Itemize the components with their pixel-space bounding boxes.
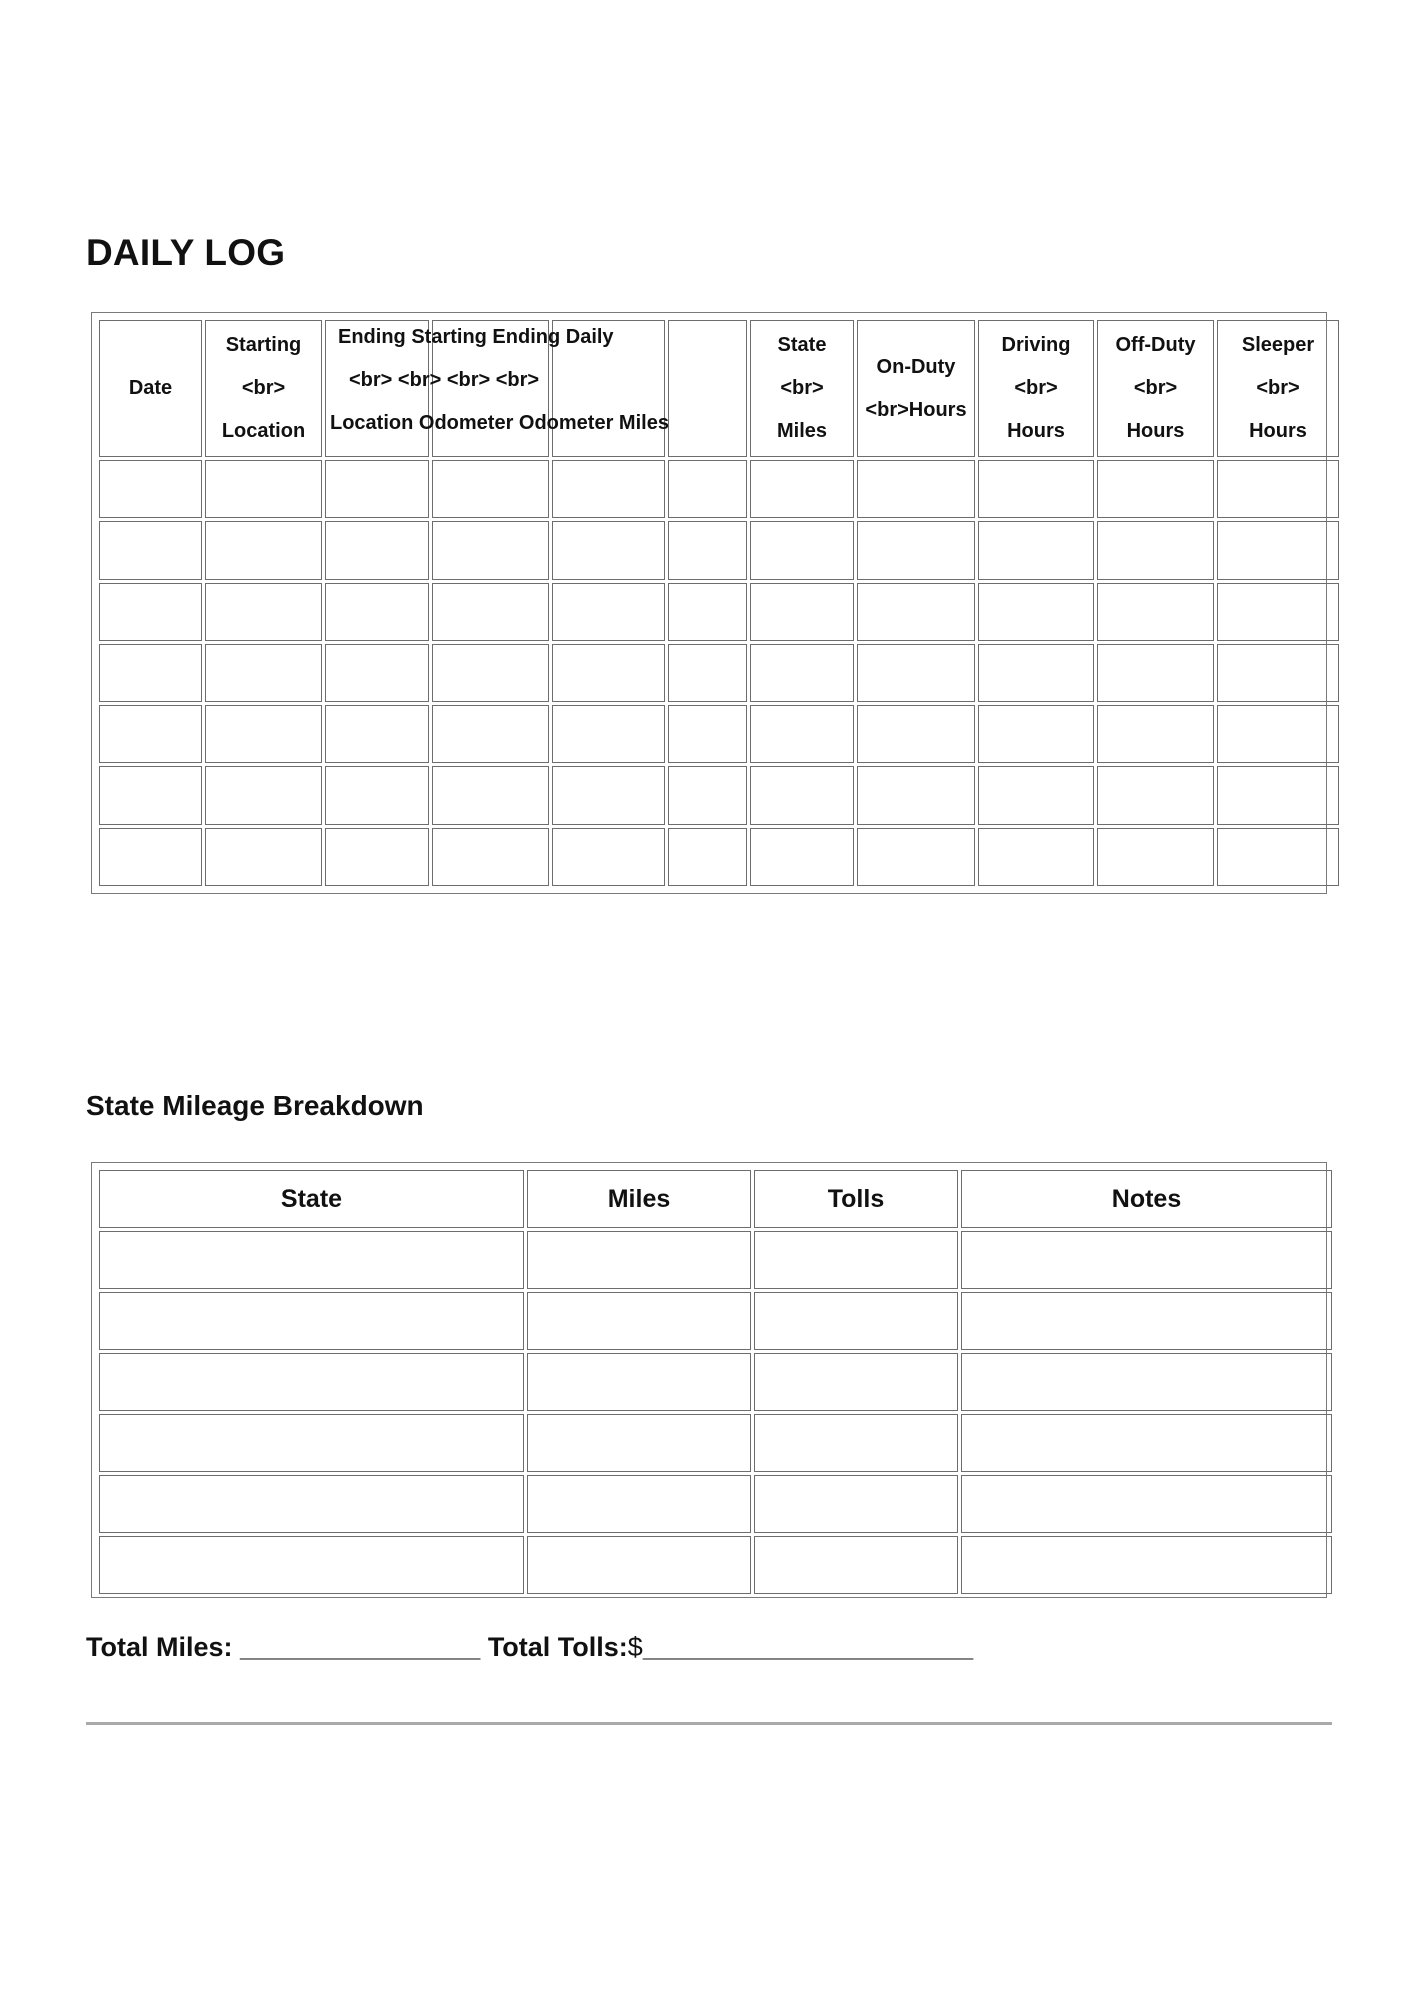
- log-entry-cell[interactable]: [552, 766, 665, 824]
- mileage-entry-cell[interactable]: [961, 1231, 1332, 1289]
- log-entry-cell[interactable]: [432, 705, 549, 763]
- mileage-entry-cell[interactable]: [527, 1414, 751, 1472]
- log-entry-cell[interactable]: [750, 766, 854, 824]
- log-header-text: <br>: [241, 377, 286, 399]
- log-entry-cell[interactable]: [750, 644, 854, 702]
- table-row: [99, 460, 1339, 518]
- total-miles-blank[interactable]: ________________: [240, 1632, 481, 1662]
- mileage-entry-cell[interactable]: [527, 1292, 751, 1350]
- log-header-text: <br>: [1256, 377, 1300, 399]
- log-entry-cell[interactable]: [1217, 521, 1339, 579]
- log-entry-cell[interactable]: [552, 644, 665, 702]
- total-miles-label: Total Miles:: [86, 1632, 233, 1662]
- mileage-entry-cell[interactable]: [99, 1475, 524, 1533]
- table-row: [99, 1292, 1332, 1350]
- log-entry-cell[interactable]: [1217, 766, 1339, 824]
- log-entry-cell[interactable]: [552, 460, 665, 518]
- mileage-entry-cell[interactable]: [961, 1475, 1332, 1533]
- log-entry-cell[interactable]: [978, 460, 1094, 518]
- page-title: DAILY LOG: [86, 232, 286, 273]
- log-entry-cell[interactable]: [325, 828, 429, 886]
- log-entry-cell[interactable]: [1097, 705, 1214, 763]
- log-entry-cell[interactable]: [857, 705, 975, 763]
- mileage-entry-cell[interactable]: [754, 1292, 958, 1350]
- log-entry-cell[interactable]: [99, 766, 202, 824]
- log-entry-cell[interactable]: [1097, 583, 1214, 641]
- log-header-text: Date: [128, 377, 173, 399]
- log-header-cell: [978, 320, 1094, 457]
- mileage-entry-cell[interactable]: [527, 1475, 751, 1533]
- log-entry-cell[interactable]: [978, 828, 1094, 886]
- mileage-entry-cell[interactable]: [754, 1475, 958, 1533]
- total-tolls-blank[interactable]: ______________________: [642, 1632, 974, 1662]
- table-row: [99, 1414, 1332, 1472]
- log-entry-cell[interactable]: [325, 460, 429, 518]
- table-row: [99, 766, 1339, 824]
- log-entry-cell[interactable]: [1217, 705, 1339, 763]
- log-entry-cell[interactable]: [668, 644, 747, 702]
- log-entry-cell[interactable]: [325, 644, 429, 702]
- log-entry-cell[interactable]: [325, 766, 429, 824]
- log-entry-cell[interactable]: [325, 583, 429, 641]
- log-entry-cell[interactable]: [432, 521, 549, 579]
- log-header-text: Hours: [1126, 420, 1185, 442]
- table-row: [99, 1231, 1332, 1289]
- log-entry-cell[interactable]: [99, 644, 202, 702]
- log-header-text: On-Duty: [876, 355, 956, 378]
- mileage-entry-cell[interactable]: [754, 1536, 958, 1594]
- log-entry-cell[interactable]: [1097, 460, 1214, 518]
- log-entry-cell[interactable]: [205, 583, 322, 641]
- log-entry-cell[interactable]: [432, 460, 549, 518]
- log-entry-cell[interactable]: [205, 828, 322, 886]
- log-entry-cell[interactable]: [750, 521, 854, 579]
- log-entry-cell[interactable]: [978, 521, 1094, 579]
- log-entry-cell[interactable]: [978, 766, 1094, 824]
- mileage-entry-cell[interactable]: [961, 1353, 1332, 1411]
- log-entry-cell[interactable]: [978, 644, 1094, 702]
- log-entry-cell[interactable]: [668, 828, 747, 886]
- table-row: [99, 583, 1339, 641]
- log-entry-cell[interactable]: [325, 705, 429, 763]
- log-entry-cell[interactable]: [1217, 828, 1339, 886]
- log-header-text: Hours: [1249, 420, 1307, 442]
- log-header-cell: [1097, 320, 1214, 457]
- log-entry-cell[interactable]: [432, 828, 549, 886]
- mileage-entry-cell[interactable]: [754, 1353, 958, 1411]
- mileage-entry-cell[interactable]: [527, 1536, 751, 1594]
- log-entry-cell[interactable]: [432, 766, 549, 824]
- table-row: [99, 1475, 1332, 1533]
- log-header-text: Hours: [1007, 420, 1065, 442]
- mileage-entry-cell[interactable]: [99, 1292, 524, 1350]
- log-entry-cell[interactable]: [552, 705, 665, 763]
- log-entry-cell[interactable]: [857, 583, 975, 641]
- log-entry-cell[interactable]: [205, 766, 322, 824]
- log-header-text: State: [777, 334, 827, 356]
- table-row: [99, 521, 1339, 579]
- log-entry-cell[interactable]: [99, 705, 202, 763]
- horizontal-rule: [86, 1722, 1332, 1725]
- log-entry-cell[interactable]: [325, 521, 429, 579]
- log-entry-cell[interactable]: [668, 521, 747, 579]
- log-entry-cell[interactable]: [205, 644, 322, 702]
- log-header-cell: [1217, 320, 1339, 457]
- log-entry-cell[interactable]: [668, 583, 747, 641]
- header-overflow-line-3: Location Odometer Odometer Miles: [330, 412, 669, 434]
- table-row: [99, 644, 1339, 702]
- header-overflow-line-2: <br> <br> <br> <br>: [349, 369, 540, 391]
- mileage-entry-cell[interactable]: [99, 1536, 524, 1594]
- log-entry-cell[interactable]: [978, 583, 1094, 641]
- mileage-entry-cell[interactable]: [99, 1414, 524, 1472]
- mileage-section-title: State Mileage Breakdown: [86, 1090, 424, 1121]
- log-entry-cell[interactable]: [99, 521, 202, 579]
- log-entry-cell[interactable]: [668, 460, 747, 518]
- log-header-cell: [99, 320, 202, 457]
- mileage-entry-cell[interactable]: [99, 1353, 524, 1411]
- log-header-text: Off-Duty: [1115, 334, 1196, 356]
- mileage-header-cell: Tolls: [754, 1170, 958, 1228]
- log-entry-cell[interactable]: [99, 583, 202, 641]
- mileage-header-cell: State: [99, 1170, 524, 1228]
- log-entry-cell[interactable]: [857, 521, 975, 579]
- log-header-text: Miles: [776, 420, 828, 442]
- header-overflow-line-1: Ending Starting Ending Daily: [338, 326, 614, 348]
- log-header-text: Sleeper: [1241, 334, 1315, 356]
- mileage-entry-cell[interactable]: [754, 1231, 958, 1289]
- mileage-entry-cell[interactable]: [961, 1536, 1332, 1594]
- table-row: [99, 1536, 1332, 1594]
- state-mileage-table: [91, 1162, 1327, 1598]
- total-tolls-label: Total Tolls:: [487, 1632, 628, 1662]
- log-entry-cell[interactable]: [668, 705, 747, 763]
- log-header-text: <br>: [1014, 377, 1058, 399]
- log-entry-cell[interactable]: [750, 828, 854, 886]
- mileage-header-cell: Miles: [527, 1170, 751, 1228]
- totals-line: [86, 1632, 973, 1663]
- mileage-entry-cell[interactable]: [754, 1414, 958, 1472]
- log-entry-cell[interactable]: [750, 705, 854, 763]
- log-entry-cell[interactable]: [1097, 828, 1214, 886]
- log-entry-cell[interactable]: [1097, 521, 1214, 579]
- log-entry-cell[interactable]: [552, 521, 665, 579]
- log-entry-cell[interactable]: [99, 828, 202, 886]
- log-entry-cell[interactable]: [750, 460, 854, 518]
- mileage-header-cell: Notes: [961, 1170, 1332, 1228]
- mileage-entry-cell[interactable]: [961, 1292, 1332, 1350]
- mileage-entry-cell[interactable]: [527, 1231, 751, 1289]
- table-row: [99, 828, 1339, 886]
- mileage-entry-cell[interactable]: [961, 1414, 1332, 1472]
- table-row: [99, 1353, 1332, 1411]
- log-entry-cell[interactable]: [205, 705, 322, 763]
- log-entry-cell[interactable]: [205, 460, 322, 518]
- table-row: [99, 705, 1339, 763]
- mileage-entry-cell[interactable]: [99, 1231, 524, 1289]
- log-entry-cell[interactable]: [1097, 644, 1214, 702]
- log-entry-cell[interactable]: [857, 828, 975, 886]
- log-header-cell: [668, 320, 747, 457]
- log-header-text: <br>: [1133, 377, 1178, 399]
- log-header-text: Starting: [225, 334, 302, 356]
- log-header-cell: [205, 320, 322, 457]
- log-entry-cell[interactable]: [432, 583, 549, 641]
- log-entry-cell[interactable]: [1217, 644, 1339, 702]
- log-entry-cell[interactable]: [857, 766, 975, 824]
- log-entry-cell[interactable]: [857, 460, 975, 518]
- log-header-text: <br>: [780, 377, 824, 399]
- mileage-entry-cell[interactable]: [527, 1353, 751, 1411]
- log-entry-cell[interactable]: [857, 644, 975, 702]
- log-entry-cell[interactable]: [99, 460, 202, 518]
- log-entry-cell[interactable]: [432, 644, 549, 702]
- log-entry-cell[interactable]: [1217, 583, 1339, 641]
- log-header-text: Driving: [1001, 334, 1071, 356]
- log-entry-cell[interactable]: [552, 583, 665, 641]
- log-entry-cell[interactable]: [750, 583, 854, 641]
- log-entry-cell[interactable]: [1097, 766, 1214, 824]
- daily-log-table: [91, 312, 1327, 894]
- log-header-text: Location: [221, 420, 306, 442]
- log-entry-cell[interactable]: [1217, 460, 1339, 518]
- log-header-cell: [750, 320, 854, 457]
- log-header-text: <br>Hours: [865, 398, 967, 421]
- total-tolls-currency: $: [627, 1632, 643, 1662]
- log-header-cell: [857, 320, 975, 457]
- log-entry-cell[interactable]: [552, 828, 665, 886]
- log-entry-cell[interactable]: [668, 766, 747, 824]
- log-entry-cell[interactable]: [205, 521, 322, 579]
- log-entry-cell[interactable]: [978, 705, 1094, 763]
